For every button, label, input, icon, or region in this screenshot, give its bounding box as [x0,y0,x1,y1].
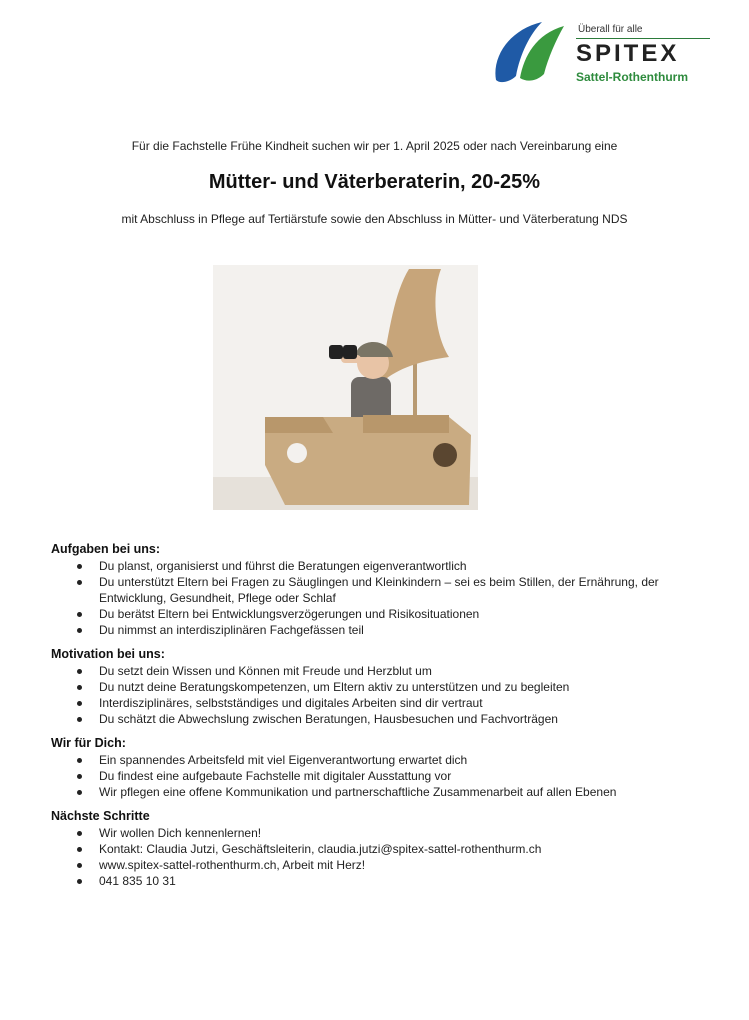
logo-brand: SPITEX [576,40,680,67]
section-heading: Wir für Dich: [51,736,126,750]
section-heading: Motivation bei uns: [51,647,165,661]
list-item: Ein spannendes Arbeitsfeld mit viel Eigenverantwortung erwartet dich [99,752,711,768]
bullet-list [51,825,711,889]
phone-item[interactable]: 041 835 10 31 [99,873,711,889]
list-item: Du nutzt deine Beratungskompetenzen, um Eltern aktiv zu unterstützen und zu begleiten [99,679,711,695]
bullet-list [51,663,711,727]
spitex-logo [490,18,720,88]
section-tasks [51,542,711,638]
requirements-text: mit Abschluss in Pflege auf Tertiärstufe sowie den Abschluss in Mütter- und Väterberatung NDS [121,212,628,226]
child-in-cardboard-boat-with-binoculars [213,265,478,510]
section-benefits [51,736,711,800]
spitex-swoosh-icon [490,18,570,86]
list-item: Du unterstützt Eltern bei Fragen zu Säuglingen und Kleinkindern – sei es beim Stillen, der Ernährung, der Entwicklung, Gesundheit, Pflege oder Schlaf [99,574,711,606]
list-item: Wir wollen Dich kennenlernen! [99,825,711,841]
list-item: Du berätst Eltern bei Entwicklungsverzögerungen und Risikosituationen [99,606,711,622]
logo-tagline: Überall für alle [578,24,643,35]
section-heading: Nächste Schritte [51,809,150,823]
job-title: Mütter- und Väterberaterin, 20-25% [208,171,541,193]
list-item: Wir pflegen eine offene Kommunikation und partnerschaftliche Zusammenarbeit auf allen Ebenen [99,784,711,800]
list-item: Du planst, organisierst und führst die Beratungen eigenverantwortlich [99,558,711,574]
website-item[interactable]: www.spitex-sattel-rothenthurm.ch, Arbeit mit Herz! [99,857,711,873]
intro-text: Für die Fachstelle Frühe Kindheit suchen wir per 1. April 2025 oder nach Vereinbarung eine [131,139,618,153]
list-item: Du setzt dein Wissen und Können mit Freude und Herzblut um [99,663,711,679]
contact-item[interactable]: Kontakt: Claudia Jutzi, Geschäftsleiterin, claudia.jutzi@spitex-sattel-rothenthurm.ch [99,841,711,857]
section-heading: Aufgaben bei uns: [51,542,161,556]
list-item: Interdisziplinäres, selbstständiges und digitales Arbeiten sind dir vertraut [99,695,711,711]
logo-subtitle: Sattel-Rothenthurm [576,70,688,84]
list-item: Du nimmst an interdisziplinären Fachgefässen teil [99,622,711,638]
bullet-list [51,752,711,800]
section-motivation [51,647,711,727]
logo-divider [576,38,710,39]
list-item: Du schätzt die Abwechslung zwischen Beratungen, Hausbesuchen und Fachvorträgen [99,711,711,727]
bullet-list [51,558,711,638]
list-item: Du findest eine aufgebaute Fachstelle mit digitaler Ausstattung vor [99,768,711,784]
section-next-steps [51,809,711,889]
job-details [51,542,711,898]
